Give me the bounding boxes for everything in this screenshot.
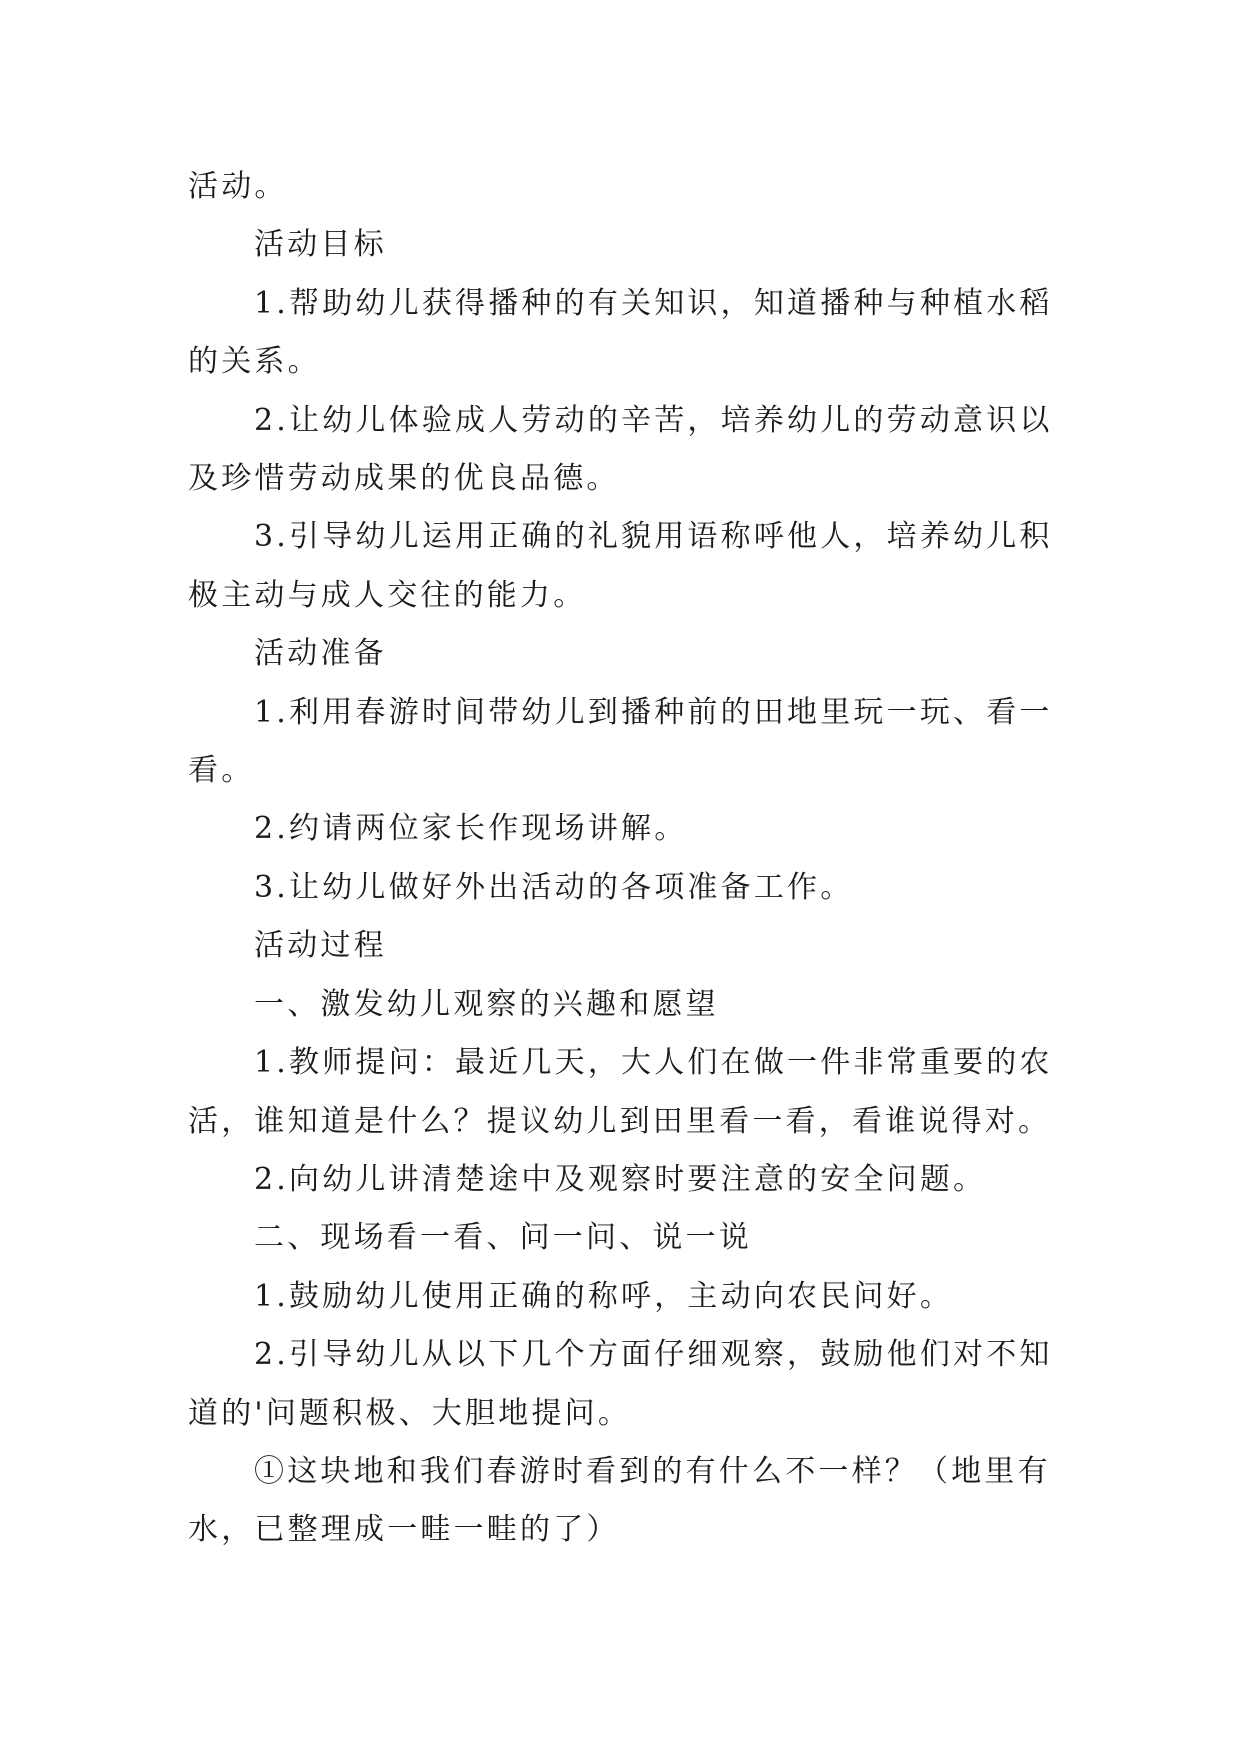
goal-item-3: 3.引导幼儿运用正确的礼貌用语称呼他人，培养幼儿积极主动与成人交往的能力。	[188, 519, 1053, 613]
process-item-2-2-a: ①这块地和我们春游时看到的有什么不一样？（地里有水，已整理成一畦一畦的了）	[188, 1453, 1051, 1548]
goal-item-1: 1.帮助幼儿获得播种的有关知识，知道播种与种植水稻的关系。	[188, 285, 1053, 380]
section-heading-goals: 活动目标	[254, 227, 387, 263]
preparation-item-2: 2.约请两位家长作现场讲解。	[254, 811, 688, 847]
preparation-item-1: 1.利用春游时间带幼儿到播种前的田地里玩一玩、看一看。	[188, 694, 1053, 789]
section-heading-preparation: 活动准备	[254, 636, 387, 672]
section-heading-process: 活动过程	[254, 928, 387, 964]
process-item-2-1: 1.鼓励幼儿使用正确的称呼，主动向农民问好。	[254, 1278, 954, 1314]
paragraph-continuation: 活动。	[188, 169, 288, 204]
process-item-1-1: 1.教师提问：最近几天，大人们在做一件非常重要的农活，谁知道是什么？提议幼儿到田里看一看，看谁说得对。	[188, 1045, 1053, 1139]
process-subheading-1: 一、激发幼儿观察的兴趣和愿望	[254, 986, 719, 1022]
process-item-1-2: 2.向幼儿讲清楚途中及观察时要注意的安全问题。	[254, 1161, 987, 1197]
goal-item-2: 2.让幼儿体验成人劳动的辛苦，培养幼儿的劳动意识以及珍惜劳动成果的优良品德。	[188, 402, 1053, 497]
process-subheading-2: 二、现场看一看、问一问、说一说	[254, 1220, 752, 1256]
process-item-2-2: 2.引导幼儿从以下几个方面仔细观察，鼓励他们对不知道的'问题积极、大胆地提问。	[188, 1337, 1053, 1431]
document-body	[188, 158, 1068, 1560]
preparation-item-3: 3.让幼儿做好外出活动的各项准备工作。	[254, 869, 854, 905]
